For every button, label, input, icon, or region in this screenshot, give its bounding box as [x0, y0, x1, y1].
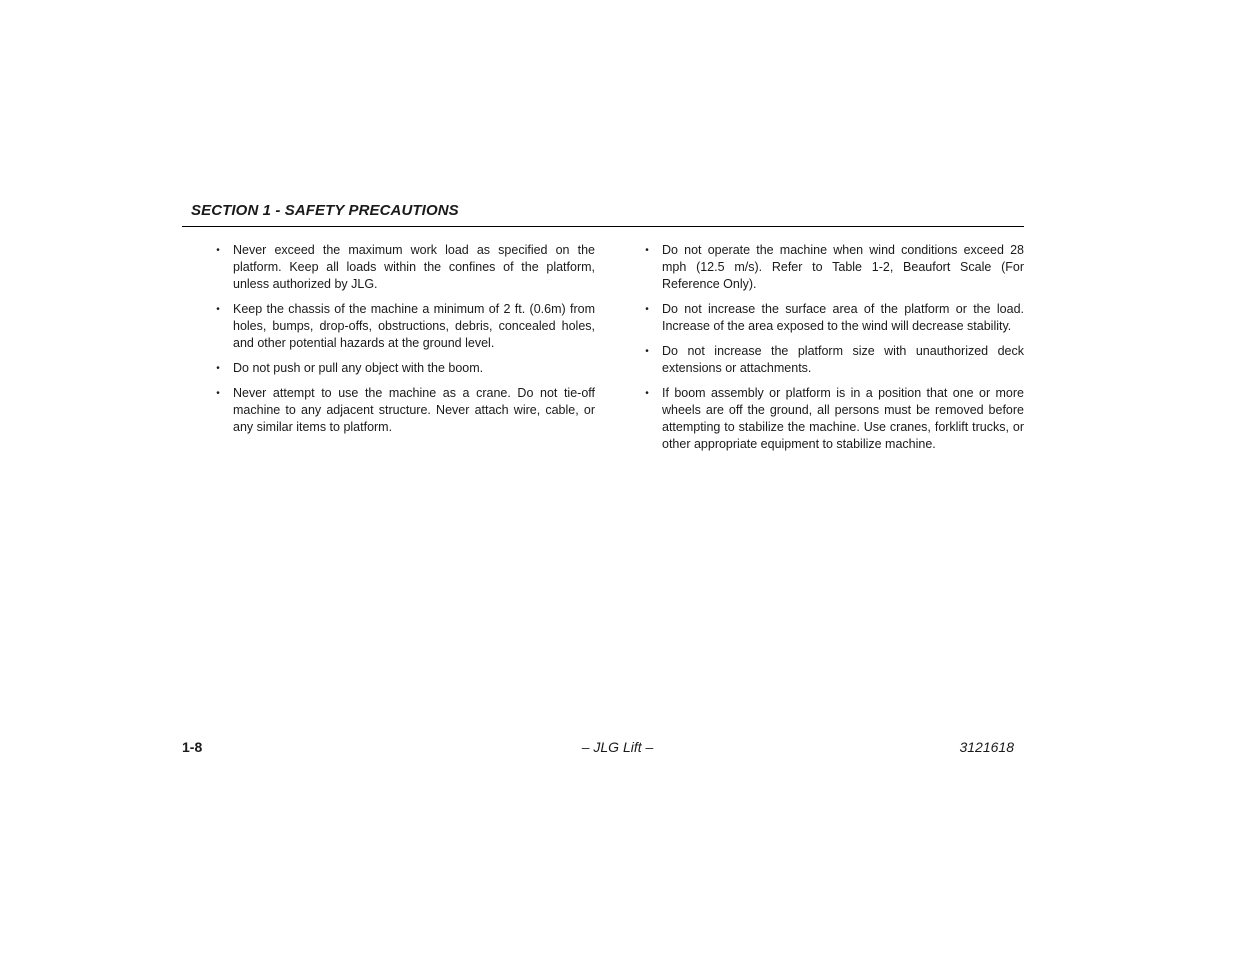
bullet-icon: • [216, 304, 220, 315]
list-item-text: Do not operate the machine when wind conditions exceed 28 mph (12.5 m/s). Refer to Table 1-2, Beaufort Scale (For Reference Only). [662, 243, 1024, 291]
bullet-icon: • [645, 245, 649, 256]
list-item [214, 385, 595, 436]
list-item-text: Do not push or pull any object with the boom. [233, 361, 484, 375]
list-item-text: Never exceed the maximum work load as specified on the platform. Keep all loads within the confines of the platform, unless authorized by JLG. [233, 243, 595, 291]
list-item [214, 242, 595, 293]
header-rule [182, 226, 1024, 227]
page-number: 1-8 [182, 739, 203, 755]
left-column-list [214, 242, 595, 444]
footer-title: – JLG Lift – [581, 739, 654, 755]
list-item-text: Do not increase the platform size with unauthorized deck extensions or attachments. [662, 344, 1024, 375]
section-header: SECTION 1 - SAFETY PRECAUTIONS [191, 202, 459, 219]
bullet-icon: • [216, 363, 220, 374]
bullet-icon: • [216, 388, 220, 399]
list-item-text: Never attempt to use the machine as a crane. Do not tie-off machine to any adjacent structure. Never attach wire, cable, or any similar items to platform. [233, 386, 595, 434]
list-item-text: If boom assembly or platform is in a position that one or more wheels are off the ground, all persons must be removed before attempting to stabilize the machine. Use cranes, forklift trucks, or other appropriate equipment to stabilize machine. [662, 386, 1024, 451]
document-number: 3121618 [959, 739, 1014, 755]
bullet-icon: • [645, 388, 649, 399]
list-item-text: Keep the chassis of the machine a minimum of 2 ft. (0.6m) from holes, bumps, drop-offs, obstructions, debris, concealed holes, and other potential hazards at the ground level. [233, 302, 595, 350]
bullet-icon: • [645, 304, 649, 315]
bullet-icon: • [645, 346, 649, 357]
list-item [643, 385, 1024, 453]
bullet-icon: • [216, 245, 220, 256]
list-item [214, 360, 595, 377]
list-item [643, 242, 1024, 293]
list-item-text: Do not increase the surface area of the platform or the load. Increase of the area exposed to the wind will decrease stability. [662, 302, 1024, 333]
list-item [643, 343, 1024, 377]
list-item [214, 301, 595, 352]
list-item [643, 301, 1024, 335]
right-column-list [643, 242, 1024, 461]
